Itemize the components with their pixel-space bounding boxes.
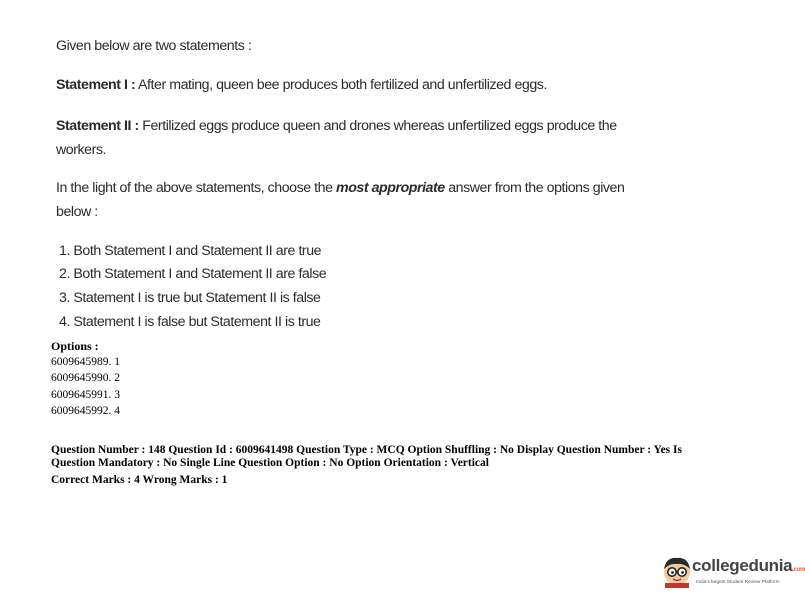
choice-4: 4. Statement I is false but Statement II is true xyxy=(59,314,321,330)
question-intro: Given below are two statements : xyxy=(56,38,252,54)
question-info-line-1: Question Number : 148 Question Id : 6009641498 Question Type : MCQ Option Shuffling : No Display Question Number : Yes Is xyxy=(51,444,682,456)
instruction-emphasis: most appropriate xyxy=(336,180,445,196)
instruction xyxy=(56,180,624,196)
option-id-4: 6009645992. 4 xyxy=(51,405,120,417)
statement-1-label: Statement I : xyxy=(56,77,136,93)
logo-brand-accent: .com xyxy=(792,567,805,573)
marks-info: Correct Marks : 4 Wrong Marks : 1 xyxy=(51,474,228,486)
choice-1: 1. Both Statement I and Statement II are true xyxy=(59,243,322,259)
options-label: Options : xyxy=(51,339,99,353)
instruction-pre: In the light of the above statements, choose the xyxy=(56,180,337,196)
logo-wordmark xyxy=(692,556,805,576)
instruction-continued: below : xyxy=(56,204,98,220)
choice-2: 2. Both Statement I and Statement II are false xyxy=(59,266,327,282)
logo-tagline: India's largest Student Review Platform xyxy=(696,580,780,585)
option-id-3: 6009645991. 3 xyxy=(51,389,120,401)
option-id-2: 6009645990. 2 xyxy=(51,372,120,384)
statement-2 xyxy=(56,118,617,134)
instruction-post: answer from the options given xyxy=(444,180,625,196)
choice-3: 3. Statement I is true but Statement II is false xyxy=(59,290,321,306)
collegedunia-logo xyxy=(660,550,805,600)
option-id-1: 6009645989. 1 xyxy=(51,356,120,368)
statement-2-text: Fertilized eggs produce queen and drones whereas unfertilized eggs produce the xyxy=(138,118,617,134)
statement-1 xyxy=(56,77,547,93)
statement-2-continued: workers. xyxy=(56,142,107,158)
mascot-icon xyxy=(660,554,694,588)
question-info-line-2: Question Mandatory : No Single Line Question Option : No Option Orientation : Vertical xyxy=(51,457,489,469)
statement-1-text: After mating, queen bee produces both fertilized and unfertilized eggs. xyxy=(135,77,547,93)
statement-2-label: Statement II : xyxy=(56,118,139,134)
logo-brand-main: collegedunia xyxy=(692,556,793,575)
